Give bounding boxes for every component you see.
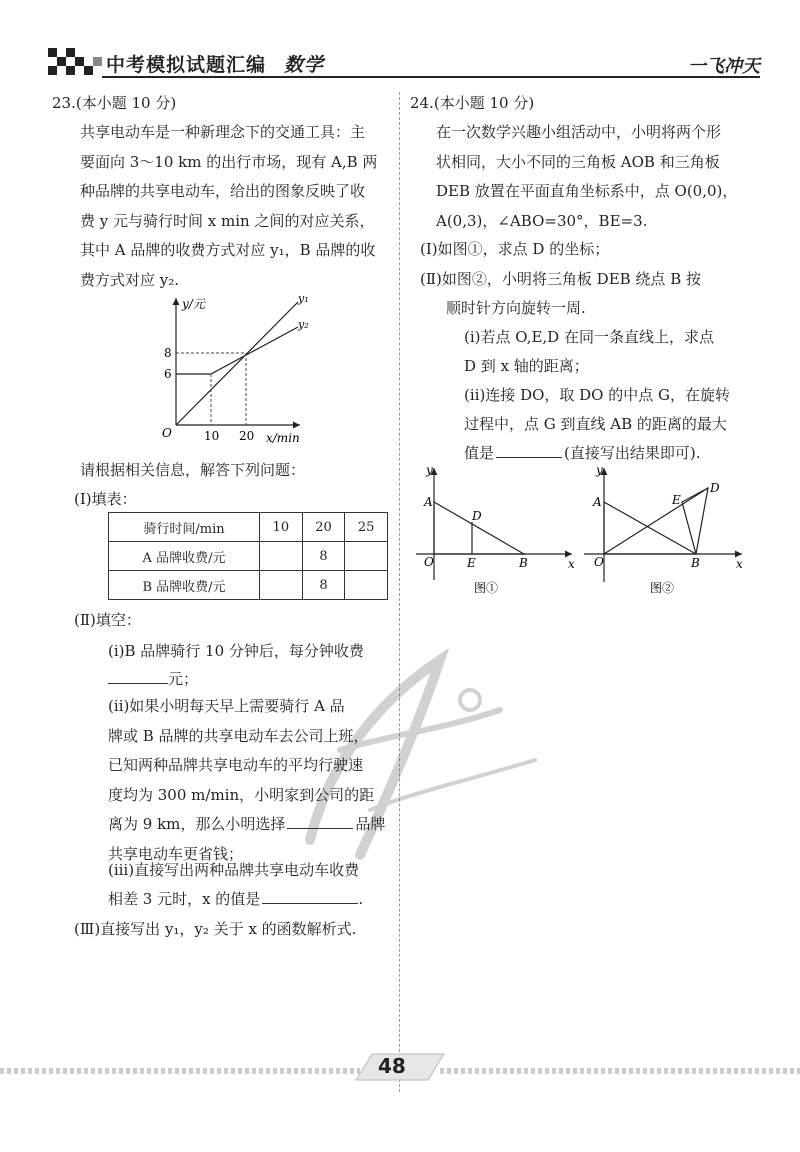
- q24-heading: 24.(本小题 10 分): [410, 94, 535, 112]
- fig2-label-x: x: [736, 557, 743, 571]
- q23-prompt: 请根据相关信息，解答下列问题：: [80, 461, 306, 479]
- row-label: B 品牌收费/元: [109, 571, 260, 600]
- checker-logo-icon: [48, 48, 102, 76]
- q23-p2i-line: 元；: [108, 664, 198, 694]
- answer-cell[interactable]: [345, 571, 388, 600]
- q23-graph: [150, 290, 320, 450]
- q23-p2iii-a: (ⅲ)直接写出两种品牌共享电动车收费: [108, 861, 360, 879]
- subject-label: 数学: [284, 54, 325, 76]
- answer-cell: 8: [302, 542, 345, 571]
- q23-heading: 23.(本小题 10 分): [52, 94, 177, 112]
- q23-p2ii-line: 已知两种品牌共享电动车的平均行驶速: [108, 756, 364, 774]
- fig2-label-b: B: [691, 556, 700, 570]
- q23-origin: O: [162, 426, 172, 440]
- q23-part3: (Ⅲ)直接写出 y₁，y₂ 关于 x 的函数解析式.: [74, 920, 357, 938]
- q24-part1: (Ⅰ)如图①，求点 D 的坐标；: [420, 240, 610, 258]
- fig1-label-o: O: [424, 555, 434, 569]
- q24-part2-b: 顺时针方向旋转一周.: [446, 299, 586, 317]
- brand-logo: 一飞冲天: [688, 56, 760, 77]
- q24-intro-line: 状相同，大小不同的三角板 AOB 和三角板: [436, 152, 720, 171]
- q23-ytick-8: 8: [164, 346, 172, 360]
- q24-intro-line: DEB 放置在平面直角坐标系中，点 O(0,0)，: [436, 182, 738, 200]
- table-header-row: [109, 513, 388, 542]
- fig2-segment-od: [604, 488, 708, 554]
- q23-intro-line: 费 y 元与骑行时间 x min 之间的对应关系，: [80, 211, 375, 230]
- q23-p2ii-line: 共享电动车更省钱；: [108, 844, 244, 863]
- table-header-cell: 25: [345, 513, 388, 542]
- q23-ylabel: y/元: [182, 297, 205, 311]
- answer-cell[interactable]: [260, 571, 303, 600]
- q23-intro-line: 种品牌的共享电动车，给出的图象反映了收: [80, 182, 366, 200]
- answer-blank[interactable]: [108, 682, 168, 684]
- q23-intro-line: 其中 A 品牌的收费方式对应 y₁，B 品牌的收: [80, 241, 376, 259]
- fig1-label-d: D: [472, 509, 482, 523]
- fig2-triangle-deb: [682, 488, 708, 554]
- page-header: [48, 42, 760, 82]
- q23-xtick-20: 20: [239, 429, 255, 443]
- fig1-label-y: y: [426, 463, 433, 477]
- answer-cell[interactable]: [345, 542, 388, 571]
- q24-intro-line: A(0,3)，∠ABO=30°，BE=3.: [436, 211, 648, 230]
- fig1-caption: 图①: [474, 581, 499, 595]
- q23-p2iii-line: 相差 3 元时，x 的值是 .: [108, 890, 364, 908]
- q23-p2ii-line: 度均为 300 m/min，小明家到公司的距: [108, 785, 375, 804]
- q24-p2i-a: (ⅰ)若点 O,E,D 在同一条直线上，求点: [464, 328, 714, 346]
- row-label: A 品牌收费/元: [109, 542, 260, 571]
- q23-intro-line: 费方式对应 y₂.: [80, 270, 180, 289]
- table-header-cell: 20: [302, 513, 345, 542]
- q24-p2ii-a: (ⅱ)连接 DO，取 DO 的中点 G，在旋转: [464, 386, 731, 404]
- q23-ytick-6: 6: [164, 367, 172, 381]
- q23-xlabel: x/min: [266, 431, 300, 445]
- table-header-cell: 10: [260, 513, 303, 542]
- q23-part1: (Ⅰ)填表：: [74, 490, 137, 508]
- fig2-label-a: A: [593, 495, 602, 509]
- page-number: 48: [378, 1054, 406, 1078]
- q23-p2ii-line: (ⅱ)如果小明每天早上需要骑行 A 品: [108, 697, 345, 715]
- q24-p2i-b: D 到 x 轴的距离；: [464, 357, 589, 375]
- fig1-label-b: B: [519, 556, 528, 570]
- fig2-label-e: E: [672, 493, 681, 507]
- q23-line-y1: [176, 302, 298, 425]
- fig2-label-d: D: [710, 481, 720, 495]
- answer-cell[interactable]: [260, 542, 303, 571]
- fig2-triangle-aob: [604, 502, 696, 554]
- fig1-label-a: A: [424, 495, 433, 509]
- header-rule: [102, 76, 760, 78]
- q24-part2-a: (Ⅱ)如图②，小明将三角板 DEB 绕点 B 按: [420, 270, 701, 288]
- q23-xtick-10: 10: [204, 429, 220, 443]
- q24-figure-1: [402, 460, 582, 600]
- q23-intro: [80, 118, 400, 295]
- table-row: [109, 571, 388, 600]
- q23-p2i-a: (ⅰ)B 品牌骑行 10 分钟后，每分钟收费: [108, 642, 364, 660]
- answer-blank[interactable]: [496, 456, 562, 458]
- table-header-cell: 骑行时间/min: [109, 513, 260, 542]
- table-row: [109, 542, 388, 571]
- q24-intro-line: 在一次数学兴趣小组活动中，小明将两个形: [436, 123, 722, 141]
- q23-intro-line: 共享电动车是一种新理念下的交通工具：主: [80, 123, 366, 141]
- q24-intro: [436, 118, 766, 236]
- q23-p2ii-line: 离为 9 km，那么小明选择 品牌: [108, 815, 386, 833]
- q23-p2ii-line: 牌或 B 品牌的共享电动车去公司上班，: [108, 726, 369, 745]
- q23-intro-line: 要面向 3～10 km 的出行市场，现有 A,B 两: [80, 152, 378, 171]
- answer-blank[interactable]: [262, 902, 358, 904]
- fig1-label-x: x: [568, 557, 575, 571]
- fig2-label-y: y: [596, 463, 603, 477]
- book-title: 中考模拟试题汇编 数学: [106, 54, 325, 76]
- q23-label-y2: y₂: [298, 318, 309, 331]
- q23-fill-table: [108, 512, 388, 600]
- fig2-caption: 图②: [650, 581, 675, 595]
- q24-p2ii-line: 值是 (直接写出结果即可).: [464, 444, 701, 462]
- q23-line-y2: [176, 327, 298, 374]
- fig2-label-o: O: [594, 555, 604, 569]
- brand-watermark-icon: [270, 640, 550, 880]
- q23-label-y1: y₁: [298, 292, 309, 305]
- q24-figure-2: [580, 460, 755, 600]
- q23-part2: (Ⅱ)填空：: [74, 611, 141, 629]
- answer-cell: 8: [302, 571, 345, 600]
- q24-p2ii-b: 过程中，点 G 到直线 AB 的距离的最大: [464, 415, 727, 433]
- fig1-label-e: E: [467, 556, 476, 570]
